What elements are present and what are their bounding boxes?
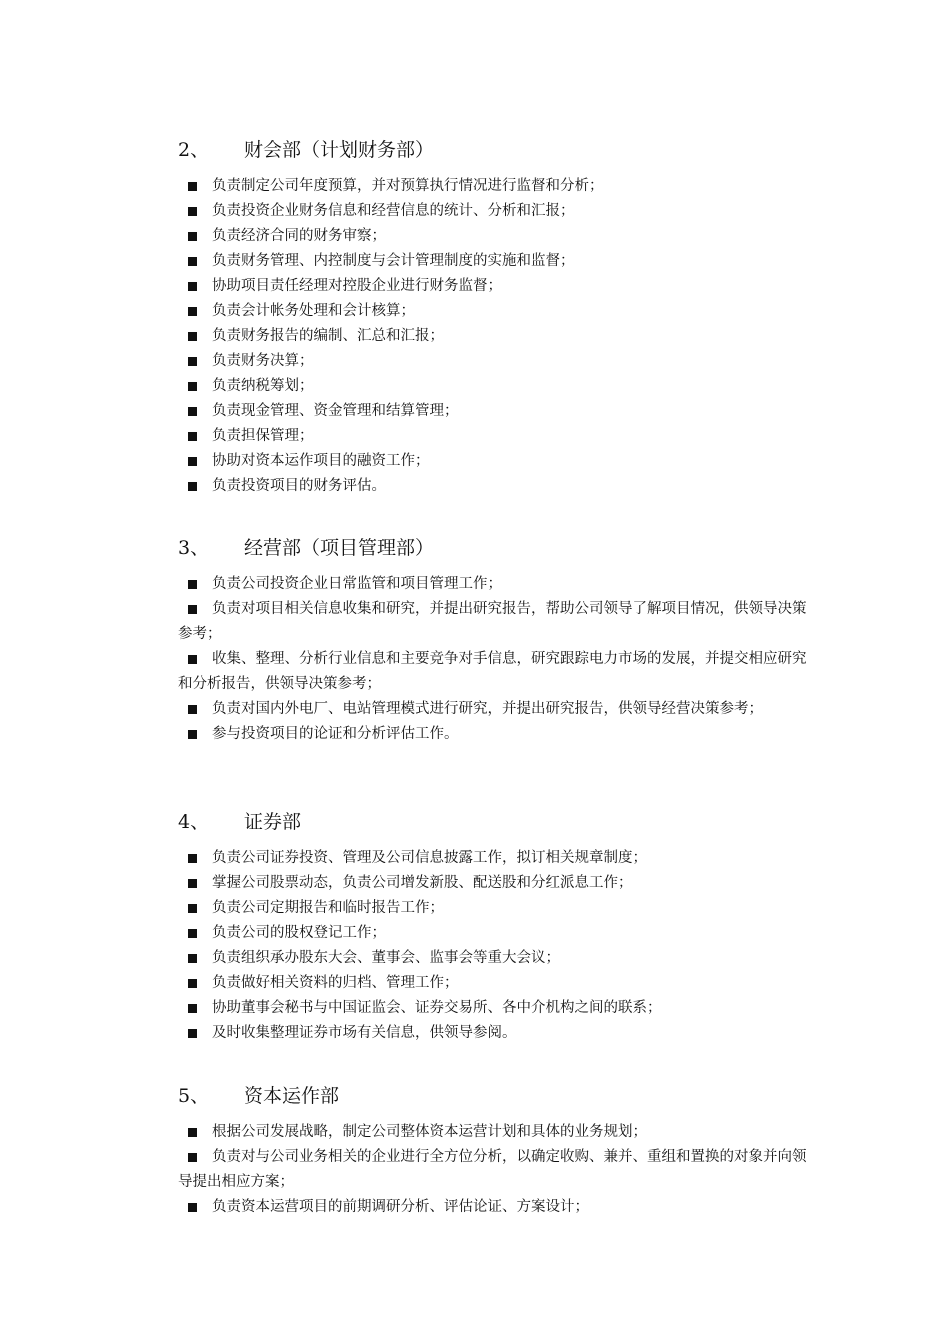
duty-item: 负责纳税筹划；	[178, 374, 808, 399]
duty-item: 参与投资项目的论证和分析评估工作。	[178, 722, 808, 747]
bullet-square-icon	[188, 382, 197, 391]
duty-item: 负责会计帐务处理和会计核算；	[178, 299, 808, 324]
bullet-square-icon	[188, 705, 197, 714]
duty-item: 负责对项目相关信息收集和研究，并提出研究报告，帮助公司领导了解项目情况，供领导决策参考；	[178, 601, 807, 642]
section-number: 4、	[178, 811, 210, 833]
bullet-square-icon	[188, 482, 197, 491]
bullet-square-icon	[188, 954, 197, 963]
bullet-square-icon	[188, 1203, 197, 1212]
bullet-square-icon	[188, 232, 197, 241]
duty-list	[178, 572, 808, 747]
bullet-square-icon	[188, 879, 197, 888]
duty-item: 负责做好相关资料的归档、管理工作；	[178, 971, 808, 996]
duty-item: 收集、整理、分析行业信息和主要竞争对手信息，研究跟踪电力市场的发展，并提交相应研究和分析报告，供领导决策参考；	[178, 651, 807, 692]
bullet-square-icon	[188, 432, 197, 441]
bullet-square-icon	[188, 655, 197, 664]
bullet-square-icon	[188, 332, 197, 341]
bullet-square-icon	[188, 1004, 197, 1013]
duty-item: 负责财务决算；	[178, 349, 808, 374]
duty-item: 负责现金管理、资金管理和结算管理；	[178, 399, 808, 424]
section-operations	[178, 534, 808, 747]
section-title: 证券部	[244, 811, 302, 833]
duty-item: 负责财务管理、内控制度与会计管理制度的实施和监督；	[178, 249, 808, 274]
duty-item: 负责经济合同的财务审察；	[178, 224, 808, 249]
duty-list	[178, 846, 808, 1046]
section-heading	[178, 1082, 808, 1110]
section-title: 财会部（计划财务部）	[244, 139, 435, 161]
duty-item: 负责公司定期报告和临时报告工作；	[178, 896, 808, 921]
bullet-square-icon	[188, 457, 197, 466]
bullet-square-icon	[188, 407, 197, 416]
section-securities	[178, 808, 808, 1046]
duty-list	[178, 174, 808, 499]
bullet-square-icon	[188, 282, 197, 291]
bullet-square-icon	[188, 207, 197, 216]
duty-item: 负责对与公司业务相关的企业进行全方位分析，以确定收购、兼并、重组和置换的对象并向领导提出相应方案；	[178, 1149, 807, 1190]
section-capital-operations	[178, 1082, 808, 1220]
duty-item: 负责财务报告的编制、汇总和汇报；	[178, 324, 808, 349]
bullet-square-icon	[188, 307, 197, 316]
duty-item: 负责公司投资企业日常监管和项目管理工作；	[178, 572, 808, 597]
bullet-square-icon	[188, 580, 197, 589]
bullet-square-icon	[188, 1029, 197, 1038]
duty-list	[178, 1120, 808, 1220]
duty-item: 协助董事会秘书与中国证监会、证券交易所、各中介机构之间的联系；	[178, 996, 808, 1021]
bullet-square-icon	[188, 357, 197, 366]
duty-item: 负责资本运营项目的前期调研分析、评估论证、方案设计；	[178, 1195, 808, 1220]
section-heading	[178, 534, 808, 562]
section-heading	[178, 136, 808, 164]
bullet-square-icon	[188, 979, 197, 988]
section-heading	[178, 808, 808, 836]
section-number: 3、	[178, 537, 210, 559]
section-title: 经营部（项目管理部）	[244, 537, 435, 559]
duty-item: 负责制定公司年度预算，并对预算执行情况进行监督和分析；	[178, 174, 808, 199]
duty-item: 根据公司发展战略，制定公司整体资本运营计划和具体的业务规划；	[178, 1120, 808, 1145]
duty-item: 及时收集整理证券市场有关信息，供领导参阅。	[178, 1021, 808, 1046]
bullet-square-icon	[188, 929, 197, 938]
section-number: 5、	[178, 1085, 210, 1107]
duty-item: 负责公司的股权登记工作；	[178, 921, 808, 946]
bullet-square-icon	[188, 730, 197, 739]
duty-item: 负责组织承办股东大会、董事会、监事会等重大会议；	[178, 946, 808, 971]
duty-item: 负责投资企业财务信息和经营信息的统计、分析和汇报；	[178, 199, 808, 224]
duty-item: 负责担保管理；	[178, 424, 808, 449]
duty-item: 负责公司证券投资、管理及公司信息披露工作，拟订相关规章制度；	[178, 846, 808, 871]
duty-item: 负责投资项目的财务评估。	[178, 474, 808, 499]
duty-item: 掌握公司股票动态，负责公司增发新股、配送股和分红派息工作；	[178, 871, 808, 896]
bullet-square-icon	[188, 605, 197, 614]
bullet-square-icon	[188, 854, 197, 863]
bullet-square-icon	[188, 1128, 197, 1137]
section-title: 资本运作部	[244, 1085, 340, 1107]
duty-item: 负责对国内外电厂、电站管理模式进行研究，并提出研究报告，供领导经营决策参考；	[178, 697, 808, 722]
section-finance	[178, 136, 808, 499]
duty-item: 协助项目责任经理对控股企业进行财务监督；	[178, 274, 808, 299]
duty-item: 协助对资本运作项目的融资工作；	[178, 449, 808, 474]
bullet-square-icon	[188, 904, 197, 913]
bullet-square-icon	[188, 182, 197, 191]
bullet-square-icon	[188, 257, 197, 266]
bullet-square-icon	[188, 1153, 197, 1162]
section-number: 2、	[178, 139, 210, 161]
